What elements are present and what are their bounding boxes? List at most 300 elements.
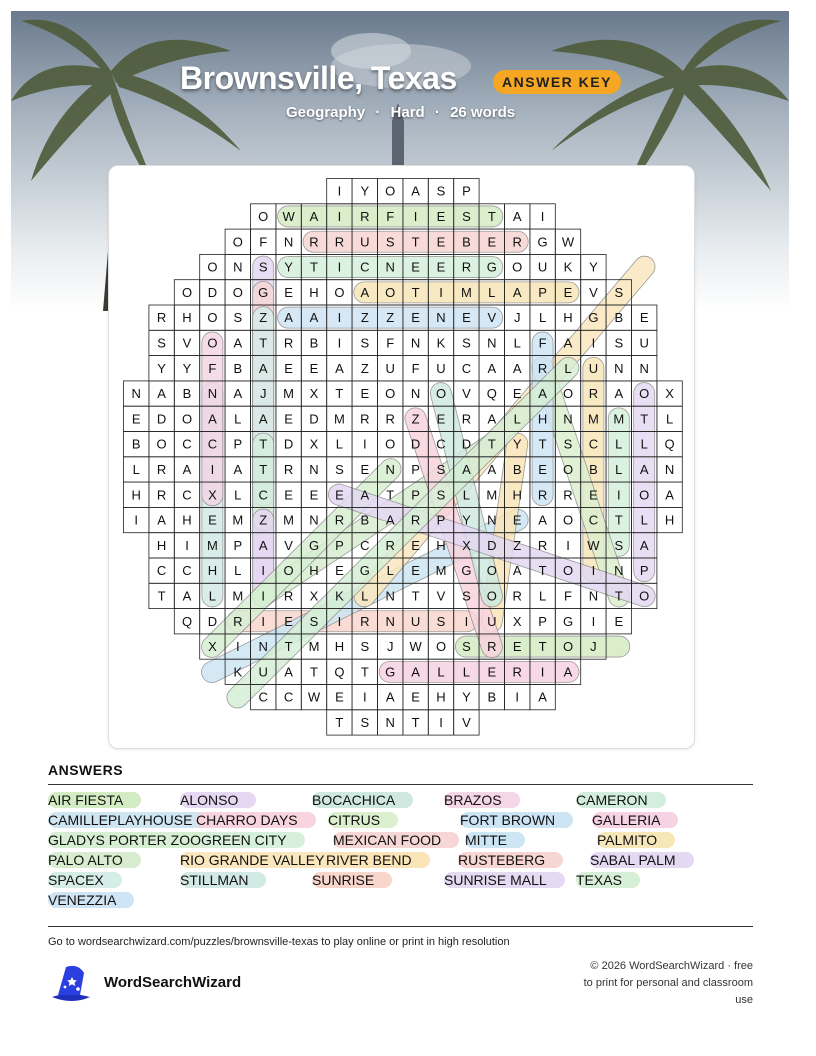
answer-item: STILLMAN xyxy=(180,872,266,888)
grid-letter: E xyxy=(309,360,319,376)
grid-letter: N xyxy=(410,335,421,351)
grid-letter: E xyxy=(284,284,293,300)
answer-item: SPACEX xyxy=(48,872,122,888)
grid-letter: S xyxy=(563,436,573,452)
answer-item: PALMITO xyxy=(597,832,675,848)
grid-letter: L xyxy=(665,411,674,427)
grid-letter: A xyxy=(233,386,243,402)
grid-letter: F xyxy=(538,335,547,351)
grid-letter: O xyxy=(512,259,523,275)
grid-letter: I xyxy=(515,689,520,705)
grid-letter: R xyxy=(360,613,370,629)
grid-letter: H xyxy=(512,487,522,503)
grid-letter: U xyxy=(385,360,395,376)
grid-letter: H xyxy=(334,639,345,655)
grid-letter: H xyxy=(182,310,192,326)
grid-letter: M xyxy=(435,563,447,579)
grid-letter: P xyxy=(411,487,420,503)
grid-letter: O xyxy=(562,512,574,528)
grid-letter: A xyxy=(512,360,522,376)
grid-letter: I xyxy=(261,613,266,629)
grid-letter: S xyxy=(360,714,370,730)
grid-letter: N xyxy=(487,512,497,528)
grid-letter: I xyxy=(261,588,266,604)
grid-letter: U xyxy=(410,613,421,629)
grid-letter: E xyxy=(411,310,420,326)
grid-letter: V xyxy=(284,537,293,553)
grid-letter: W xyxy=(409,639,422,655)
grid-letter: O xyxy=(334,284,345,300)
grid-letter: A xyxy=(487,461,497,477)
grid-letter: B xyxy=(309,335,319,351)
grid-letter: M xyxy=(232,512,244,528)
grid-letter: L xyxy=(132,461,140,477)
grid-letter: L xyxy=(462,664,471,680)
grid-letter: M xyxy=(283,512,295,528)
answers-heading: ANSWERS xyxy=(48,762,124,778)
grid-letter: E xyxy=(131,411,141,427)
grid-letter: Q xyxy=(181,613,193,629)
grid-letter: M xyxy=(206,537,218,553)
grid-letter: C xyxy=(258,487,268,503)
grid-letter: R xyxy=(156,487,167,503)
footer-divider xyxy=(48,926,753,927)
grid-letter: T xyxy=(640,411,649,427)
grid-letter: J xyxy=(513,310,521,326)
grid-letter: T xyxy=(538,563,547,579)
grid-letter: N xyxy=(207,386,218,402)
grid-letter: A xyxy=(233,335,243,351)
grid-letter: F xyxy=(411,360,420,376)
grid-letter: E xyxy=(436,259,446,275)
grid-letter: T xyxy=(157,588,166,604)
grid-letter: N xyxy=(664,461,675,477)
grid-letter: O xyxy=(283,563,294,579)
grid-letter: I xyxy=(464,613,469,629)
grid-letter: Z xyxy=(386,310,395,326)
grid-letter: I xyxy=(134,512,139,528)
answer-item: FORT BROWN xyxy=(460,812,573,828)
grid-letter: L xyxy=(615,461,623,477)
grid-letter: M xyxy=(613,411,625,427)
answer-item: GALLERIA xyxy=(592,812,678,828)
grid-letter: R xyxy=(563,487,573,503)
grid-letter: E xyxy=(335,487,344,503)
grid-letter: L xyxy=(564,360,572,376)
grid-letter: Z xyxy=(259,310,268,326)
grid-letter: L xyxy=(513,411,521,427)
grid-letter: A xyxy=(258,411,268,427)
grid-letter: N xyxy=(436,310,446,326)
grid-letter: Y xyxy=(589,259,598,275)
grid-letter: A xyxy=(411,183,420,199)
grid-letter: C xyxy=(156,563,167,579)
grid-letter: L xyxy=(640,436,648,452)
grid-letter: K xyxy=(436,335,446,351)
grid-letter: A xyxy=(411,664,420,680)
grid-letter: F xyxy=(259,234,268,250)
grid-letter: I xyxy=(413,208,418,224)
grid-letter: K xyxy=(563,259,573,275)
grid-letter: H xyxy=(436,537,446,553)
grid-letter: R xyxy=(360,208,370,224)
grid-letter: S xyxy=(436,183,446,199)
grid-letter: T xyxy=(411,284,420,300)
grid-letter: O xyxy=(207,310,218,326)
grid-letter: F xyxy=(386,335,395,351)
grid-letter: R xyxy=(283,461,294,477)
grid-letter: E xyxy=(563,284,573,300)
grid-letter: D xyxy=(207,613,218,629)
grid-letter: S xyxy=(360,639,370,655)
grid-letter: L xyxy=(640,512,648,528)
grid-letter: N xyxy=(385,461,395,477)
grid-letter: R xyxy=(512,234,522,250)
grid-letter: C xyxy=(182,487,192,503)
grid-letter: L xyxy=(386,563,394,579)
grid-letter: A xyxy=(385,512,395,528)
grid-letter: X xyxy=(665,386,674,402)
grid-letter: M xyxy=(232,588,244,604)
answer-item: CAMILLEPLAYHOUSE xyxy=(48,812,210,828)
grid-letter: I xyxy=(185,537,189,553)
grid-letter: L xyxy=(615,436,623,452)
grid-letter: Q xyxy=(334,664,345,680)
grid-letter: R xyxy=(334,512,345,528)
grid-letter: Z xyxy=(360,310,369,326)
grid-letter: I xyxy=(591,563,596,579)
grid-letter: Z xyxy=(259,512,268,528)
answer-item: BRAZOS xyxy=(444,792,520,808)
grid-letter: A xyxy=(208,411,217,427)
grid-letter: B xyxy=(182,386,192,402)
grid-letter: S xyxy=(614,335,624,351)
grid-letter: E xyxy=(284,613,293,629)
word-count-label: 26 words xyxy=(450,104,516,121)
grid-letter: A xyxy=(487,360,497,376)
grid-letter: C xyxy=(360,537,370,553)
grid-letter: T xyxy=(259,335,268,351)
grid-letter: D xyxy=(309,411,319,427)
grid-letter: R xyxy=(309,234,319,250)
grid-letter: N xyxy=(309,461,319,477)
category-label: Geography xyxy=(286,104,366,121)
grid-letter: O xyxy=(385,436,396,452)
grid-letter: E xyxy=(462,310,471,326)
grid-letter: L xyxy=(234,411,242,427)
grid-letter: U xyxy=(360,234,370,250)
grid-letter: N xyxy=(614,563,624,579)
grid-letter: A xyxy=(360,487,370,503)
grid-letter: B xyxy=(360,512,370,528)
answer-item: GREEN CITY xyxy=(201,832,305,848)
grid-letter: D xyxy=(207,284,218,300)
brand-name: WordSearchWizard xyxy=(104,974,242,991)
grid-letter: A xyxy=(512,284,522,300)
grid-letter: N xyxy=(385,714,395,730)
grid-letter: A xyxy=(309,310,319,326)
grid-letter: B xyxy=(512,461,522,477)
grid-letter: P xyxy=(538,613,547,629)
grid-letter: C xyxy=(283,689,294,705)
grid-letter: C xyxy=(182,436,192,452)
grid-letter: T xyxy=(614,512,623,528)
answer-item: BOCACHICA xyxy=(312,792,413,808)
answer-item: CITRUS xyxy=(328,812,398,828)
grid-letter: D xyxy=(283,436,294,452)
grid-letter: P xyxy=(462,183,471,199)
grid-letter: R xyxy=(461,411,472,427)
grid-letter: F xyxy=(386,208,395,224)
grid-letter: O xyxy=(435,639,447,655)
grid-letter: X xyxy=(309,436,319,452)
grid-letter: U xyxy=(258,664,268,680)
grid-letter: M xyxy=(486,487,498,503)
grid-letter: R xyxy=(537,537,548,553)
grid-letter: N xyxy=(233,259,243,275)
grid-letter: S xyxy=(233,310,243,326)
grid-letter: I xyxy=(566,537,570,553)
grid-letter: A xyxy=(284,310,293,326)
grid-letter: C xyxy=(182,563,192,579)
grid-letter: V xyxy=(589,284,598,300)
grid-letter: K xyxy=(233,664,243,680)
grid-letter: B xyxy=(589,461,598,477)
grid-letter: T xyxy=(411,714,420,730)
grid-letter: N xyxy=(258,639,268,655)
grid-letter: T xyxy=(386,487,395,503)
grid-letter: D xyxy=(410,436,421,452)
grid-letter: G xyxy=(385,664,396,680)
meta-separator: · xyxy=(375,104,381,121)
grid-letter: J xyxy=(590,639,597,655)
grid-letter: R xyxy=(537,487,548,503)
grid-letter: V xyxy=(462,386,471,402)
grid-letter: E xyxy=(614,613,624,629)
grid-letter: G xyxy=(258,284,269,300)
grid-letter: N xyxy=(283,234,294,250)
grid-letter: T xyxy=(411,588,420,604)
grid-letter: N xyxy=(309,512,319,528)
grid-letter: E xyxy=(538,461,547,477)
wizard-hat-icon xyxy=(48,963,94,1008)
grid-letter: A xyxy=(258,360,268,376)
grid-letter: L xyxy=(335,436,344,452)
grid-letter: S xyxy=(614,537,624,553)
grid-letter: A xyxy=(360,284,370,300)
grid-letter: A xyxy=(157,386,166,402)
grid-letter: G xyxy=(486,259,497,275)
grid-letter: T xyxy=(259,436,268,452)
grid-letter: G xyxy=(588,310,599,326)
grid-letter: T xyxy=(360,664,369,680)
grid-letter: H xyxy=(436,689,446,705)
grid-letter: I xyxy=(362,436,367,452)
answer-item: MEXICAN FOOD xyxy=(333,832,459,848)
grid-letter: R xyxy=(233,613,243,629)
grid-letter: T xyxy=(538,639,547,655)
grid-letter: Y xyxy=(360,183,370,199)
grid-letter: I xyxy=(210,461,215,477)
grid-letter: O xyxy=(181,411,193,427)
grid-letter: L xyxy=(538,588,547,604)
grid-letter: A xyxy=(538,689,547,705)
grid-letter: S xyxy=(462,588,471,604)
grid-letter: F xyxy=(564,588,572,604)
grid-letter: S xyxy=(462,208,471,224)
grid-letter: S xyxy=(614,284,624,300)
grid-letter: N xyxy=(563,411,573,427)
answer-item: PALO ALTO xyxy=(48,852,141,868)
grid-letter: G xyxy=(308,537,320,553)
grid-letter: H xyxy=(207,563,218,579)
grid-letter: A xyxy=(563,664,573,680)
grid-letter: Y xyxy=(157,360,166,376)
grid-letter: A xyxy=(614,386,624,402)
answer-item: RUSTEBERG xyxy=(458,852,563,868)
grid-letter: R xyxy=(588,386,599,402)
grid-letter: I xyxy=(337,208,342,224)
grid-letter: I xyxy=(337,613,342,629)
grid-letter: I xyxy=(591,335,596,351)
grid-letter: I xyxy=(540,208,545,224)
answer-item: CHARRO DAYS xyxy=(196,812,316,828)
grid-letter: E xyxy=(208,512,217,528)
grid-letter: S xyxy=(436,613,446,629)
grid-letter: S xyxy=(360,335,370,351)
grid-letter: A xyxy=(182,461,192,477)
grid-letter: O xyxy=(639,588,650,604)
grid-letter: I xyxy=(337,335,342,351)
grid-letter: T xyxy=(335,386,344,402)
grid-letter: X xyxy=(462,537,471,553)
grid-letter: U xyxy=(537,259,548,275)
grid-letter: R xyxy=(156,461,167,477)
grid-letter: E xyxy=(639,310,649,326)
grid-letter: E xyxy=(512,512,522,528)
grid-letter: X xyxy=(208,639,217,655)
grid-letter: T xyxy=(487,208,496,224)
grid-letter: D xyxy=(461,436,472,452)
grid-letter: Z xyxy=(360,360,369,376)
grid-letter: O xyxy=(562,461,574,477)
grid-letter: A xyxy=(512,563,522,579)
grid-letter: R xyxy=(334,234,345,250)
grid-letter: I xyxy=(362,689,367,705)
grid-letter: H xyxy=(182,512,192,528)
grid-letter: O xyxy=(156,436,167,452)
answer-item: CAMERON xyxy=(576,792,666,808)
grid-letter: O xyxy=(232,234,243,250)
grid-letter: N xyxy=(639,360,649,376)
grid-letter: U xyxy=(639,335,649,351)
answer-item: SABAL PALM xyxy=(590,852,694,868)
grid-letter: E xyxy=(284,487,293,503)
grid-letter: E xyxy=(512,386,522,402)
grid-letter: L xyxy=(234,487,242,503)
grid-letter: R xyxy=(283,588,294,604)
grid-letter: I xyxy=(337,183,342,199)
answer-item: VENEZZIA xyxy=(48,892,134,908)
grid-letter: B xyxy=(462,234,471,250)
grid-letter: G xyxy=(461,563,472,579)
answer-item: MITTE xyxy=(465,832,525,848)
grid-letter: S xyxy=(462,335,471,351)
grid-letter: Q xyxy=(486,386,497,402)
grid-letter: X xyxy=(512,613,522,629)
grid-letter: G xyxy=(537,234,548,250)
grid-letter: O xyxy=(435,386,447,402)
grid-letter: O xyxy=(639,386,650,402)
answer-item: TEXAS xyxy=(576,872,640,888)
grid-letter: Z xyxy=(411,411,420,427)
grid-letter: Y xyxy=(182,360,192,376)
grid-letter: W xyxy=(307,689,321,705)
grid-letter: M xyxy=(587,411,599,427)
grid-letter: B xyxy=(131,436,141,452)
grid-letter: O xyxy=(562,563,574,579)
grid-letter: A xyxy=(512,208,522,224)
grid-letter: R xyxy=(385,411,395,427)
grid-letter: W xyxy=(587,537,600,553)
grid-letter: U xyxy=(588,360,599,376)
grid-letter: O xyxy=(207,335,218,351)
grid-letter: U xyxy=(436,360,446,376)
grid-letter: O xyxy=(639,487,650,503)
grid-letter: E xyxy=(309,487,319,503)
grid-letter: E xyxy=(436,234,446,250)
grid-letter: I xyxy=(439,714,443,730)
grid-letter: R xyxy=(537,360,548,376)
grid-letter: A xyxy=(639,461,649,477)
grid-letter: A xyxy=(538,386,547,402)
answer-item: SUNRISE MALL xyxy=(444,872,565,888)
grid-letter: O xyxy=(385,386,396,402)
grid-letter: H xyxy=(309,284,319,300)
grid-letter: E xyxy=(411,689,420,705)
grid-letter: G xyxy=(562,613,574,629)
footer-url-text: Go to wordsearchwizard.com/puzzles/brownsville-texas to play online or print in high resolution xyxy=(48,936,510,948)
grid-letter: R xyxy=(385,537,395,553)
difficulty-label: Hard xyxy=(390,104,425,121)
grid-letter: A xyxy=(284,664,293,680)
grid-letter: S xyxy=(436,461,446,477)
grid-letter: I xyxy=(591,613,596,629)
grid-letter: H xyxy=(131,487,141,503)
grid-letter: T xyxy=(614,588,623,604)
grid-letter: E xyxy=(589,487,598,503)
grid-letter: E xyxy=(284,411,293,427)
grid-letter: T xyxy=(487,436,496,452)
grid-letter: A xyxy=(563,335,573,351)
grid-letter: S xyxy=(385,234,395,250)
grid-letter: H xyxy=(563,310,573,326)
grid-letter: C xyxy=(588,436,599,452)
grid-letter: Y xyxy=(462,512,471,528)
answer-key-badge: ANSWER KEY xyxy=(493,70,621,94)
grid-letter: V xyxy=(436,588,446,604)
grid-letter: J xyxy=(259,386,267,402)
grid-letter: P xyxy=(335,537,344,553)
grid-letter: L xyxy=(437,664,445,680)
grid-letter: I xyxy=(261,563,266,579)
grid-letter: V xyxy=(462,714,471,730)
grid-letter: E xyxy=(360,461,370,477)
grid-letter: B xyxy=(614,310,624,326)
grid-letter: Z xyxy=(513,537,522,553)
grid-letter: R xyxy=(410,512,421,528)
grid-letter: L xyxy=(361,588,369,604)
